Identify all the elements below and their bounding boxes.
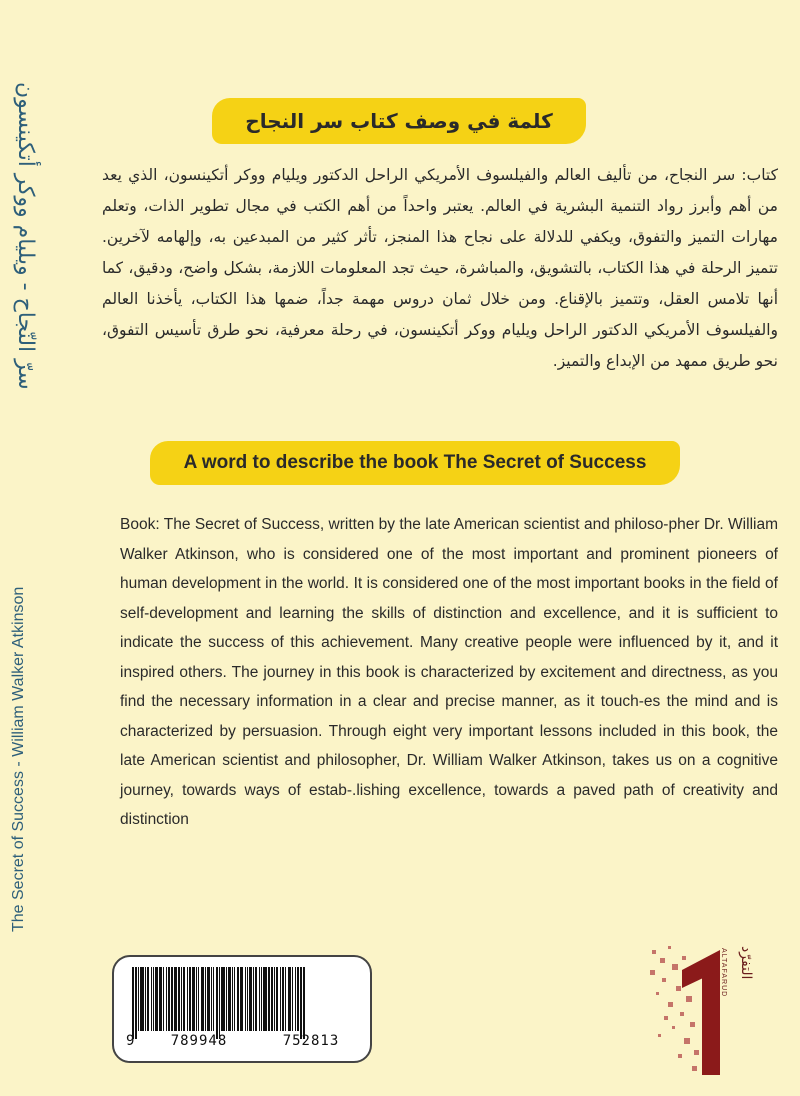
barcode-bar: [135, 967, 136, 1039]
barcode-bar: [292, 967, 293, 1031]
barcode-bar: [151, 967, 152, 1031]
barcode-bar: [192, 967, 194, 1031]
barcode-bar: [213, 967, 214, 1031]
arabic-heading-banner: [214, 100, 584, 142]
barcode-bar: [259, 967, 260, 1031]
barcode-bar: [196, 967, 197, 1031]
barcode-bar: [255, 967, 257, 1031]
spine-arabic-title: سرّ النّجاح - ويليام ووكر أتكينسون: [13, 82, 38, 390]
english-heading: A word to describe the book The Secret of Success: [183, 452, 647, 473]
barcode-bar: [247, 967, 248, 1031]
barcode-bar: [178, 967, 179, 1031]
barcode-bar: [207, 967, 209, 1031]
barcode-bar: [205, 967, 206, 1031]
barcode-bar: [145, 967, 146, 1031]
barcode-bar: [181, 967, 182, 1031]
barcode-bar: [155, 967, 157, 1031]
barcode-bar: [234, 967, 235, 1031]
barcode-bar: [276, 967, 278, 1031]
barcode-bar: [198, 967, 199, 1031]
barcode-bar: [261, 967, 262, 1031]
barcode-bar: [297, 967, 299, 1031]
barcode-group-one: 789948: [170, 1033, 228, 1049]
barcode-bar: [138, 967, 139, 1031]
barcode-bar: [168, 967, 170, 1031]
barcode-bar: [147, 967, 149, 1031]
barcode-bar: [216, 967, 218, 1039]
barcode-bar: [189, 967, 191, 1031]
english-description: Book: The Secret of Success, written by the late American scientist and philoso-pher Dr. William Walker Atkinson, who is considered one of the most important and prominent pioneers of human development in the world. It is considered one of the most important books in the field of self-development and learning the skills of distinction and excellence, and it is sufficient to indicate the success of this achievement. Many creative people were influenced by it, and it inspired others. The journey in this book is characterized by excitement and directness, as you find the necessary information in a clear and precise manner, as it touch-es the mind and is characterized by persuasion. Through eight very important lessons included in this book, the late American scientist and philosopher, Dr. William Walker Atkinson, takes us on a cognitive journey, towards ways of estab-.lishing excellence, towards a paved path of creativity and distinction: [120, 516, 778, 828]
barcode-bar: [237, 967, 239, 1031]
barcode-bar: [303, 967, 305, 1039]
barcode-bar: [226, 967, 227, 1031]
barcode-bar: [153, 967, 154, 1031]
barcode-bar: [140, 967, 143, 1031]
barcode-bar: [163, 967, 164, 1031]
barcode-bar: [232, 967, 233, 1031]
barcode-bar: [263, 967, 266, 1031]
barcode-bar: [183, 967, 185, 1031]
barcode-bar: [166, 967, 167, 1031]
english-heading-banner: [152, 443, 678, 483]
barcode-group-two: 752813: [282, 1033, 340, 1049]
barcode-bar: [240, 967, 243, 1031]
barcode-bar: [249, 967, 251, 1031]
barcode-bar: [280, 967, 281, 1031]
barcode-bar: [288, 967, 291, 1031]
arabic-heading: كلمة في وصف كتاب سر النجاح: [245, 109, 553, 133]
publisher-arabic-name: التفرّد: [738, 946, 754, 980]
barcode-bar: [253, 967, 254, 1031]
barcode-bar: [221, 967, 224, 1031]
barcode-bar: [187, 967, 188, 1031]
barcode-bar: [228, 967, 230, 1031]
barcode-bar: [271, 967, 272, 1031]
barcode-bars: [132, 967, 356, 1031]
barcode-bar: [245, 967, 246, 1031]
barcode-bar: [268, 967, 270, 1031]
spine-english-title: The Secret of Success - William Walker Atkinson: [10, 586, 27, 932]
barcode-bar: [132, 967, 134, 1039]
barcode-number: [126, 1033, 366, 1049]
barcode-bar: [282, 967, 284, 1031]
barcode-bar: [274, 967, 275, 1031]
barcode-bar: [174, 967, 177, 1031]
arabic-description: كتاب: سر النجاح، من تأليف العالم والفيلسوف الأمريكي الراحل الدكتور ويليام ووكر أتكينسون، الذي يعد من أهم وأبرز رواد التنمية البشرية في العالم. يعتبر واحداً من أهم الكتب في مجال تطوير الذات، وتعلم مهارات التميز والتفوق، ويكفي للدلالة على نجاح هذا المنجز، تأثر كثير من المبدعين به، وإلهامه لآخرين. تتميز الرحلة في هذا الكتاب، بالتشويق، والمباشرة، حيث تجد المعلومات اللازمة، بشكل واضح، ودقيق، كما أنها تلامس العقل، وتتميز بالإقناع. ومن خلال ثمان دروس مهمة جداً، ضمها هذا الكتاب، يأخذنا العالم والفيلسوف الأمريكي الدكتور الراحل ويليام ووكر أتكينسون، في رحلة معرفية، نحو طرق تأسيس التفوق، نحو طريق ممهد من الإبداع والتميز.: [102, 166, 778, 370]
barcode-bar: [285, 967, 286, 1031]
barcode-bar: [211, 967, 212, 1031]
barcode-bar: [300, 967, 301, 1039]
barcode-lead-digit: 9: [126, 1033, 135, 1049]
barcode-bar: [201, 967, 204, 1031]
barcode-bar: [171, 967, 172, 1031]
barcode-bar: [219, 967, 220, 1039]
isbn-barcode: [112, 955, 372, 1063]
barcode-bar: [295, 967, 296, 1031]
barcode-bar: [159, 967, 162, 1031]
publisher-latin-name: ALTAFARUD: [720, 948, 727, 998]
